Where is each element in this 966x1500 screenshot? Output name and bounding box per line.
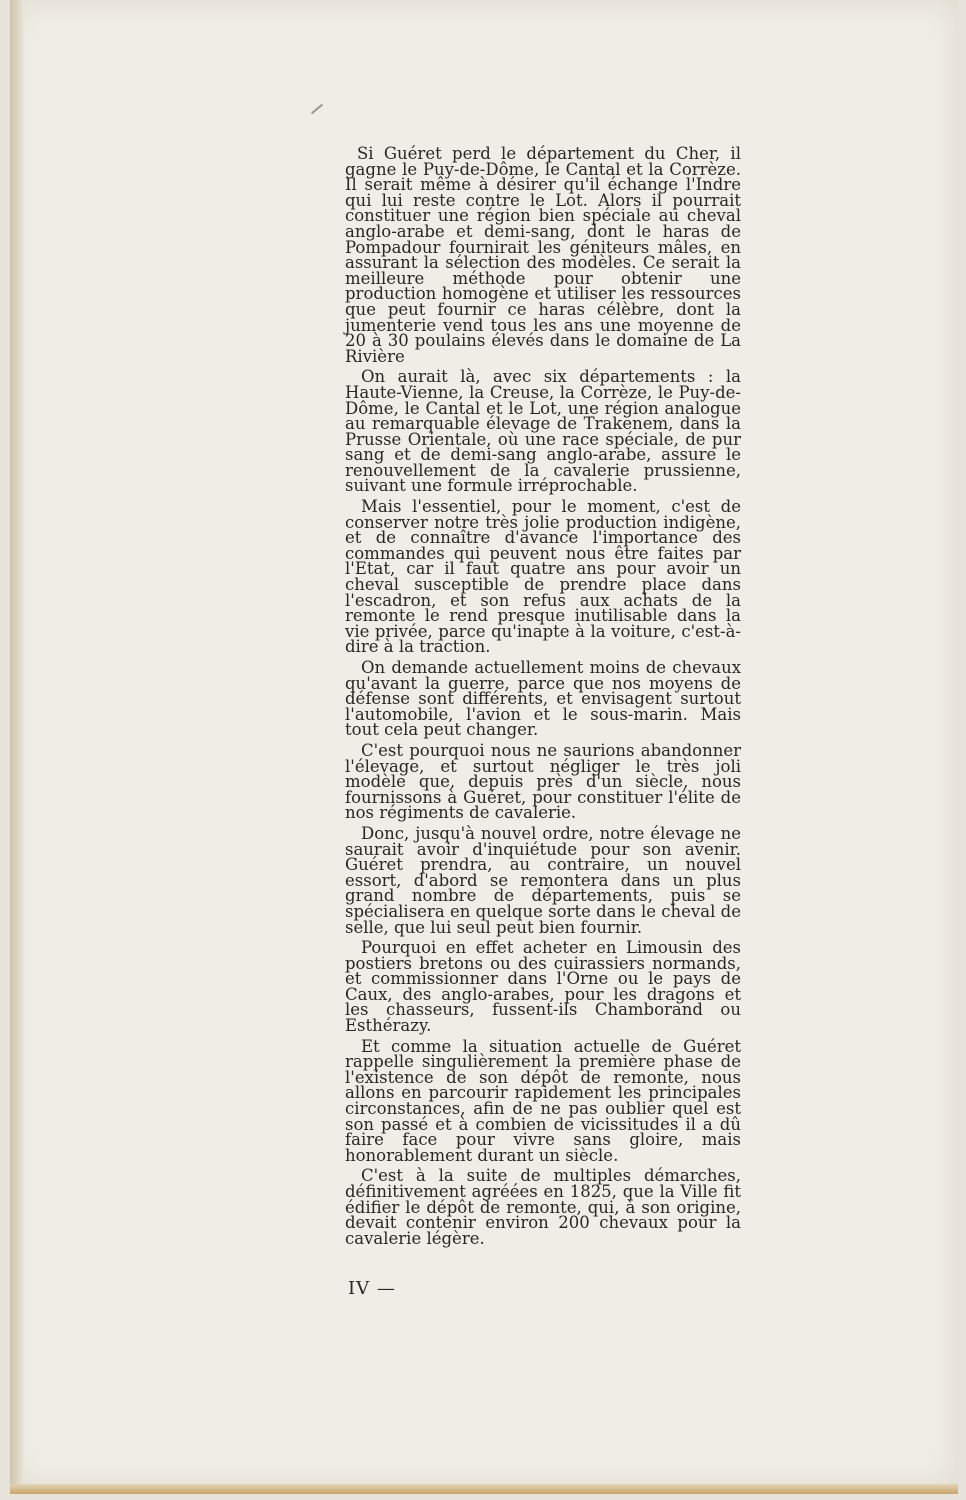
paragraph-7: Pourquoi en effet acheter en Limousin des postiers bretons ou des cuirassiers normands, et commissionner dans l'Orne ou le pays de Caux, des anglo-arabes, pour les dragons et les chasseurs, fussent-ils Chamborand ou Esthérazy. [345,938,741,1036]
paragraph-9: C'est à la suite de multiples démarches, définitivement agréées en 1825, que la Ville fit édifier le dépôt de remonte, qui, à son origine, devait contenir environ 200 chevaux pour la cavalerie légère. [345,1166,741,1248]
page-left-edge [10,0,24,1488]
paragraph-4: On demande actuellement moins de chevaux qu'avant la guerre, parce que nos moyens de défense sont différents, et envisagent surtout l'automobile, l'avion et le sous-marin. Mais tout cela peut changer. [345,658,741,740]
pencil-mark [311,104,323,115]
paragraph-1: Si Guéret perd le département du Cher, il gagne le Puy-de-Dôme, le Cantal et la Corrèze. Il serait même à désirer qu'il échange l'Indre qui lui reste contre le Lot. Alors il pourrait constituer une région bien spéciale au cheval anglo-arabe et demi-sang, dont le haras de Pompadour fournirait les géniteurs mâles, en assurant la sélection des modèles. Ce serait la meilleure méthode pour obtenir une production homogène et utiliser les ressources que peut fournir ce haras célèbre, dont la jumenterie vend tous les ans une moyenne de 20 à 30 poulains élevés dans le domaine de La Rivière [345,144,741,366]
paragraph-5: C'est pourquoi nous ne saurions abandonner l'élevage, et surtout négliger le très joli modèle que, depuis près d'un siècle, nous fournissons à Guéret, pour constituer l'élite de nos régiments de cavalerie. [345,740,741,823]
paragraph-2: On aurait là, avec six départements : la Haute-Vienne, la Creuse, la Corrèze, le Puy-de-Dôme, le Cantal et le Lot, une région analogue au remarquable élevage de Trakenem, dans la Prusse Orientale, où une race spéciale, de pur sang et de demi-sang anglo-arabe, assure le renouvellement de la cavalerie prussienne, suivant une formule irréprochable. [345,367,741,496]
page-bottom-edge [10,1484,958,1494]
paragraph-6: Donc, jusqu'à nouvel ordre, notre élevage ne saurait avoir d'inquiétude pour son avenir. Guéret prendra, au contraire, un nouvel essort, d'abord se remontera dans un plus grand nombre de départements, puis se spécialisera en quelque sorte dans le cheval de selle, que lui seul peut bien fournir. [345,823,741,937]
page-number: IV — [348,1278,396,1299]
text-column [345,146,741,1251]
paragraph-3: Mais l'essentiel, pour le moment, c'est de conserver notre très jolie production indigène, et de connaître d'avance l'importance des commandes qui peuvent nous être faites par l'Etat, car il faut quatre ans pour avoir un cheval susceptible de prendre place dans l'escadron, et son refus aux achats de la remonte le rend presque inutilisable dans la vie privée, parce qu'inapte à la voiture, c'est-à-dire à la traction. [345,497,741,657]
paragraph-8: Et comme la situation actuelle de Guéret rappelle singulièrement la première phase de l'existence de son dépôt de remonte, nous allons en parcourir rapidement les principales circonstances, afin de ne pas oublier quel est son passé et à combien de vicissitudes il a dû faire face pour vivre sans gloire, mais honorablement durant un siècle. [345,1036,741,1165]
document-page [10,0,958,1488]
